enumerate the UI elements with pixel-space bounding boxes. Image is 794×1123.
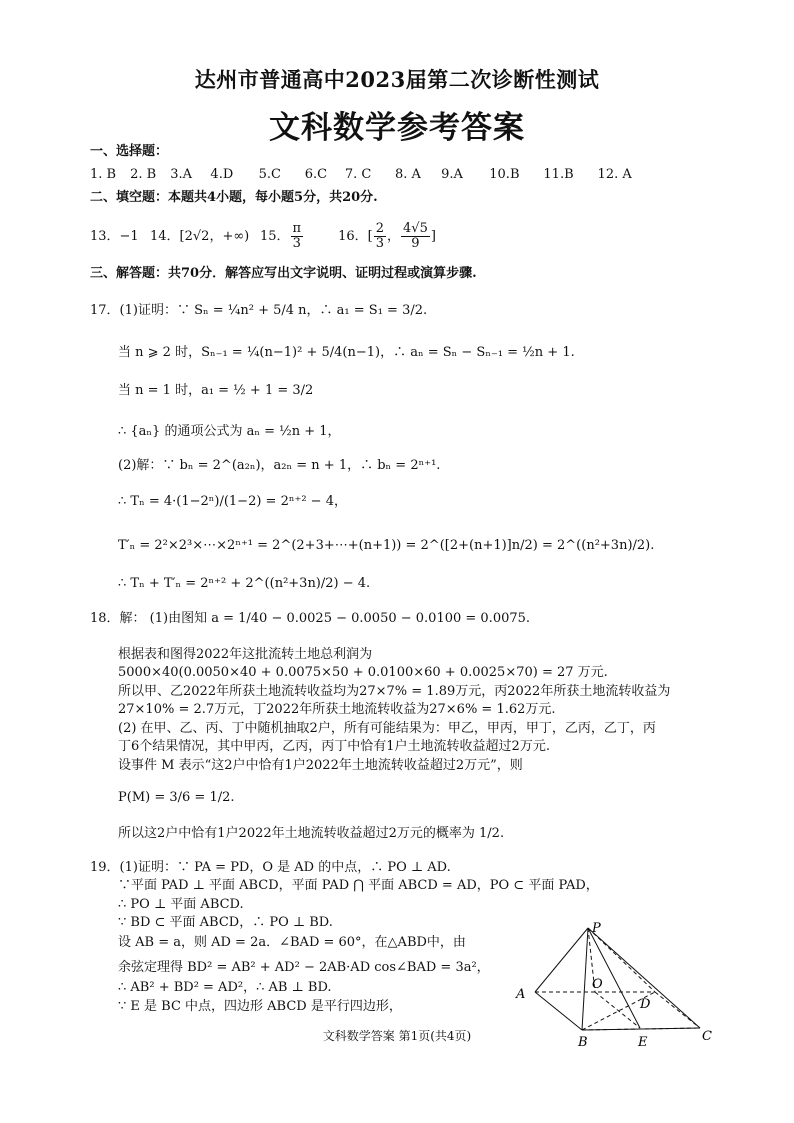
answer-8: 8. A: [394, 167, 421, 182]
answer-5: 5.C: [258, 167, 281, 182]
q18-line2: 根据表和图得2022年这批流转土地总利润为: [118, 647, 373, 662]
q19-line1: 19．(1)证明：∵ PA = PD，O 是 AD 的中点，∴ PO ⊥ AD.: [90, 860, 451, 875]
label-P: P: [592, 921, 601, 936]
q19-line7: ∴ AB² + BD² = AD²，∴ AB ⊥ BD.: [118, 980, 332, 995]
exam-subtitle: 文科数学参考答案: [269, 110, 525, 146]
answer-15-frac: $\frac{\pi}{3}$: [292, 221, 302, 251]
section3-heading: 三、解答题：共70分．解答应写出文字说明、证明过程或演算步骤.: [90, 266, 477, 281]
edge-PA: [535, 928, 588, 992]
section1-heading: 一、选择题：: [90, 144, 169, 159]
label-B: B: [578, 1035, 588, 1050]
q17-line8: ∴ Tₙ + T′ₙ = 2ⁿ⁺² + 2^((n²+3n)/2) − 4.: [118, 576, 371, 591]
q18-line7: 丁6个结果情况，其中甲丙，乙丙，丙丁中恰有1户土地流转收益超过2万元.: [118, 739, 550, 754]
page-footer: 文科数学答案 第1页(共4页): [322, 1029, 472, 1043]
edge-OE: [595, 992, 640, 1028]
answer-16-label: 16．[: [338, 228, 373, 244]
label-O: O: [592, 977, 603, 992]
q17-line5: (2)解：∵ bₙ = 2^(a₂ₙ)，a₂ₙ = n + 1，∴ bₙ = 2ⁿ⁺¹.: [118, 458, 441, 473]
q17-line4: ∴ {aₙ} 的通项公式为 aₙ = ½n + 1，: [118, 424, 341, 439]
q18-line6: (2) 在甲、乙、丙、丁中随机抽取2户，所有可能结果为：甲乙，甲丙，甲丁，乙丙，乙丁，丙: [118, 721, 656, 736]
answer-6: 6.C: [304, 167, 328, 182]
edge-AB: [535, 992, 582, 1030]
answer-15-label: 15．: [260, 228, 290, 244]
fill-answers: 13．−1 14．[2√2，+∞) 15． $\frac{\pi}{3}$ 16．[ $\frac{2}{3}$ ， $\frac{4√5}{9}$ ]: [90, 221, 436, 251]
answer-1: 1. B: [90, 167, 117, 182]
q19-line4: ∵ BD ⊂ 平面 ABCD，∴ PO ⊥ BD.: [118, 915, 333, 930]
answer-16-frac-a: $\frac{2}{3}$: [375, 221, 384, 251]
q17-line7: T′ₙ = 2²×2³×⋯×2ⁿ⁺¹ = 2^(2+3+⋯+(n+1)) = 2^([2+(n+1)]n/2) = 2^((n²+3n)/2).: [118, 538, 655, 553]
q18-line8: 设事件 M 表示“这2户中恰有1户2022年土地流转收益超过2万元”，则: [118, 758, 523, 773]
q19-line8: ∵ E 是 BC 中点，四边形 ABCD 是平行四边形，: [118, 999, 402, 1014]
q18-line1: 18．解： (1)由图知 a = 1/40 − 0.0025 − 0.0050 − 0.0100 = 0.0075.: [90, 611, 531, 626]
answer-4: 4.D: [210, 167, 234, 182]
label-C: C: [702, 1029, 712, 1044]
q19-line6: 余弦定理得 BD² = AB² + AD² − 2AB·AD cos∠BAD = 3a²，: [118, 960, 490, 975]
label-A: A: [516, 987, 526, 1002]
answer-16-frac-b: $\frac{4√5}{9}$: [403, 221, 428, 251]
q18-line4: 所以甲、乙2022年所获土地流转收益均为27×7% = 1.89万元，丙2022年所获土地流转收益为: [118, 684, 671, 699]
q19-line2: ∵平面 PAD ⊥ 平面 ABCD，平面 PAD ⋂ 平面 ABCD = AD，PO ⊂ 平面 PAD，: [118, 878, 599, 893]
label-D: D: [640, 997, 651, 1012]
q19-line5: 设 AB = a，则 AD = 2a．∠BAD = 60°，在△ABD中，由: [118, 935, 466, 950]
choice-answers: [90, 167, 632, 183]
q17-line1: 17．(1)证明：∵ Sₙ = ¼n² + 5/4 n，∴ a₁ = S₁ = 3/2.: [90, 303, 428, 318]
q19-line3: ∴ PO ⊥ 平面 ABCD.: [118, 897, 244, 912]
q18-line9: P(M) = 3/6 = 1/2.: [118, 790, 235, 805]
q18-line10: 所以这2户中恰有1户2022年土地流转收益超过2万元的概率为 1/2.: [118, 826, 505, 841]
q18-line3: 5000×40(0.0050×40 + 0.0075×50 + 0.0100×60 + 0.0025×70) = 27 万元.: [118, 665, 608, 680]
q18-line5: 27×10% = 2.7万元，丁2022年所获土地流转收益为27×6% = 1.62万元.: [118, 702, 556, 717]
answer-7: 7. C: [344, 167, 372, 182]
label-E: E: [638, 1035, 648, 1050]
q17-line3: 当 n = 1 时，a₁ = ½ + 1 = 3/2: [118, 383, 314, 398]
answer-10: 10.B: [489, 167, 520, 182]
answer-12: 12. A: [597, 167, 632, 182]
answer-11: 11.B: [543, 167, 574, 182]
answer-2: 2. B: [130, 167, 157, 182]
q17-line2: 当 n ⩾ 2 时，Sₙ₋₁ = ¼(n−1)² + 5/4(n−1)，∴ aₙ = Sₙ − Sₙ₋₁ = ½n + 1.: [118, 345, 575, 360]
answer-3: 3.A: [170, 167, 193, 182]
edge-PB: [582, 928, 588, 1030]
q17-line6: ∴ Tₙ = 4·(1−2ⁿ)/(1−2) = 2ⁿ⁺² − 4，: [118, 494, 347, 509]
exam-title: 达州市普通高中2023届第二次诊断性测试: [194, 67, 600, 92]
answer-14: 14．[2√2，+∞): [150, 228, 250, 244]
answer-9: 9.A: [441, 167, 463, 182]
section2-heading: 二、填空题：本题共4小题，每小题5分，共20分.: [90, 190, 378, 205]
edge-PC: [588, 928, 700, 1028]
answer-13: 13．−1: [90, 228, 139, 244]
